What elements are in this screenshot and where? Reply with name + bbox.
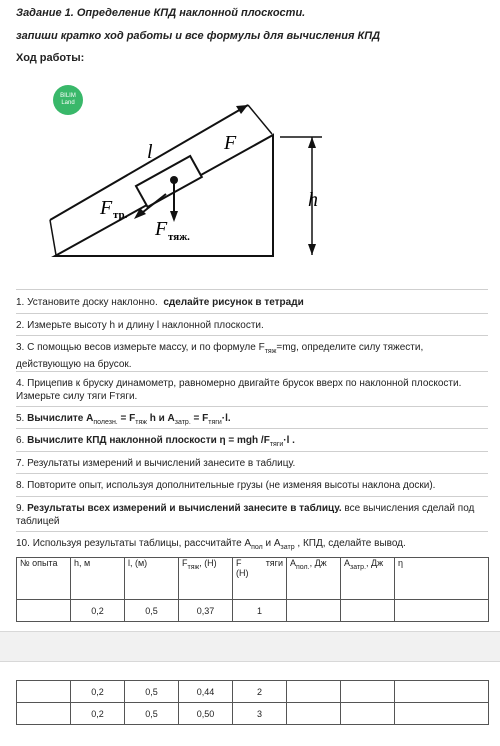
label-gravity-sub: тяж. — [168, 231, 190, 243]
header-l: l, (м) — [125, 558, 179, 600]
step-8: 8. Повторите опыт, используя дополнительные грузы (не изменяя высоты наклона доски). — [16, 480, 436, 491]
table-row: 0,2 0,5 0,50 3 — [17, 703, 489, 725]
step-3: 3. С помощью весов измерьте массу, и по формуле $F_{тяж}=mg$, определите силу тяжести, действующую на брусок. — [16, 342, 424, 370]
label-height: h — [308, 189, 318, 211]
header-eta: η — [395, 558, 489, 600]
bilimland-logo: BILIM Land — [53, 85, 83, 115]
task-title: Задание 1. Определение КПД наклонной плоскости. — [16, 7, 306, 19]
step-1: 1. Установите доску наклонно. сделайте рисунок в тетради — [16, 297, 304, 308]
results-table — [16, 557, 489, 622]
header-experiment-no: № опыта — [17, 558, 71, 600]
table-row: 0,2 0,5 0,44 2 — [17, 681, 489, 703]
table-header-row — [17, 558, 489, 600]
step-10: 10. Используя результаты таблицы, рассчитайте $А_{пол}$ и $А_{затр}$ , КПД, сделайте вывод. — [16, 538, 406, 551]
step-4: 4. Прицепив к бруску динамометр, равномерно двигайте брусок вверх по наклонной плоскости. Измерьте силу тяги Fтяги. — [16, 378, 462, 402]
step-9: 9. Результаты всех измерений и вычислений занесите в таблицу. все вычисления сделай под таблицей — [16, 503, 475, 527]
label-friction-sub: тр. — [113, 209, 128, 221]
header-h: h, м — [71, 558, 125, 600]
center-of-mass — [170, 176, 178, 184]
document-page-2 — [0, 661, 500, 746]
header-a-pol: $А_{пол.}$, Дж — [287, 558, 341, 600]
header-a-zatr: $А_{затр.}$, Дж — [341, 558, 395, 600]
results-table-continued — [16, 680, 489, 725]
label-gravity: F — [155, 218, 168, 240]
step-5: 5. Вычислите $А_{полезн.} = F_{тяж}$ h и $А_{затр.} = F_{тяги}\cdot l$. — [16, 413, 231, 426]
header-f-tyazh: $F_{тяж}$, (Н) — [179, 558, 233, 600]
step-2: 2. Измерьте высоту h и длину l наклонной плоскости. — [16, 320, 264, 331]
procedure-header: Ход работы: — [16, 52, 85, 64]
step-7: 7. Результаты измерений и вычислений занесите в таблицу. — [16, 458, 296, 469]
header-f-tyagi: F тяги (Н) — [233, 558, 287, 600]
task-instruction: запиши кратко ход работы и все формулы для вычисления КПД — [16, 30, 381, 42]
label-friction: F — [100, 197, 113, 219]
label-force: F — [224, 132, 237, 154]
table-row: 0,2 0,5 0,37 1 — [17, 600, 489, 622]
step-6: 6. Вычислите КПД наклонной плоскости η = mgh $/F_{тяги}\cdot l$ . — [16, 435, 295, 448]
length-arrow-head — [236, 105, 248, 114]
inclined-plane-diagram — [40, 90, 340, 262]
label-length: l — [147, 141, 153, 163]
